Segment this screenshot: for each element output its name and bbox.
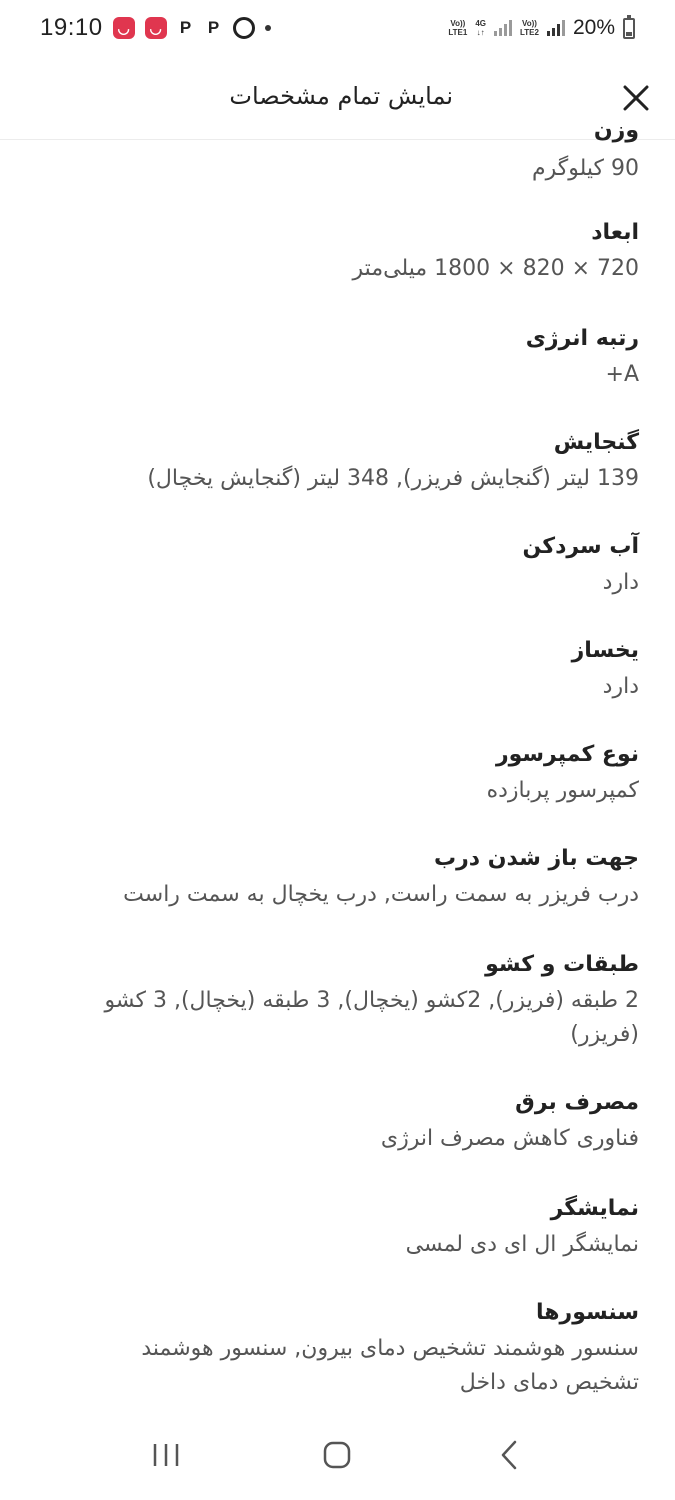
spec-value: دارد xyxy=(602,570,639,595)
spec-label: وزن xyxy=(593,118,639,143)
close-button[interactable] xyxy=(616,78,656,118)
spec-value: دارد xyxy=(602,674,639,699)
spec-label: مصرف برق xyxy=(515,1090,639,1115)
system-navigation-bar xyxy=(0,1410,675,1500)
sim2-volte-icon: Vo)) LTE2 xyxy=(520,19,539,37)
spec-weight-partial-label xyxy=(69,114,639,148)
close-icon xyxy=(621,83,651,113)
recent-apps-button[interactable] xyxy=(136,1425,196,1485)
circle-app-icon xyxy=(233,17,255,39)
app-notification-icon: ◡ xyxy=(113,17,135,39)
recent-apps-icon xyxy=(151,1441,181,1469)
home-icon xyxy=(322,1440,352,1470)
page-title: نمایش تمام مشخصات xyxy=(229,82,453,110)
app-notification-icon: ◡ xyxy=(145,17,167,39)
spec-label: آب سردکن xyxy=(522,534,639,559)
battery-percentage: 20% xyxy=(572,16,615,39)
sim1-volte-icon: Vo)) LTE1 xyxy=(448,19,468,37)
spec-item-dimensions xyxy=(69,216,639,286)
spec-item-energy-rating xyxy=(69,322,639,392)
spec-value: کمپرسور پربازده xyxy=(486,778,639,803)
network-type-icon: 4G ↓↑ xyxy=(475,19,486,37)
status-left xyxy=(40,14,271,42)
spec-value: نمایشگر ال ای دی لمسی xyxy=(405,1232,639,1257)
more-notifications-icon xyxy=(265,25,271,31)
spec-label: طبقات و کشو xyxy=(485,952,639,977)
spec-value: فناوری کاهش مصرف انرژی xyxy=(380,1126,639,1151)
spec-item-door-direction xyxy=(69,842,639,912)
signal-sim2-icon xyxy=(547,20,565,36)
spec-item-capacity xyxy=(69,426,639,496)
back-icon xyxy=(498,1439,520,1471)
payment-app-icon: P xyxy=(207,18,220,37)
status-time: 19:10 xyxy=(40,14,103,41)
battery-icon xyxy=(623,18,635,39)
spec-label: یخساز xyxy=(571,638,639,663)
spec-item-power-consumption xyxy=(69,1086,639,1156)
spec-value: 720 × 820 × 1800 میلی‌متر xyxy=(352,256,639,281)
spec-item-sensors xyxy=(69,1296,639,1400)
signal-sim1-icon xyxy=(494,20,512,36)
spec-label: گنجایش xyxy=(553,430,639,455)
spec-label: ابعاد xyxy=(591,220,639,245)
spec-item-display xyxy=(69,1192,639,1262)
spec-label: نمایشگر xyxy=(550,1196,639,1221)
status-bar xyxy=(0,0,675,56)
spec-label: نوع کمپرسور xyxy=(495,742,639,767)
spec-label: سنسورها xyxy=(536,1300,639,1325)
payment-app-icon: P xyxy=(179,18,192,37)
spec-label: رتبه انرژی xyxy=(525,326,639,351)
spec-value: درب فریزر به سمت راست, درب یخچال به سمت راست xyxy=(123,882,639,907)
spec-value: سنسور هوشمند تشخیص دمای بیرون, سنسور هوشمند تشخیص دمای داخل xyxy=(141,1336,639,1395)
spec-item-weight xyxy=(69,150,639,186)
home-button[interactable] xyxy=(307,1425,367,1485)
spec-value: A+ xyxy=(605,362,639,387)
spec-label: جهت باز شدن درب xyxy=(433,846,639,871)
spec-item-compressor xyxy=(69,738,639,808)
spec-value: 2 طبقه (فریزر), 2کشو (یخچال), 3 طبقه (یخچال), 3 کشو (فریزر) xyxy=(104,988,639,1047)
spec-item-shelves-drawers xyxy=(69,948,639,1052)
spec-value: 139 لیتر (گنجایش فریزر), 348 لیتر (گنجایش یخچال) xyxy=(147,466,639,491)
back-button[interactable] xyxy=(479,1425,539,1485)
specs-list[interactable] xyxy=(0,118,675,1410)
spec-item-water-dispenser xyxy=(69,530,639,600)
spec-value: 90 کیلوگرم xyxy=(532,156,639,181)
battery-fill xyxy=(626,32,632,35)
spec-item-ice-maker xyxy=(69,634,639,704)
status-right xyxy=(448,16,635,40)
